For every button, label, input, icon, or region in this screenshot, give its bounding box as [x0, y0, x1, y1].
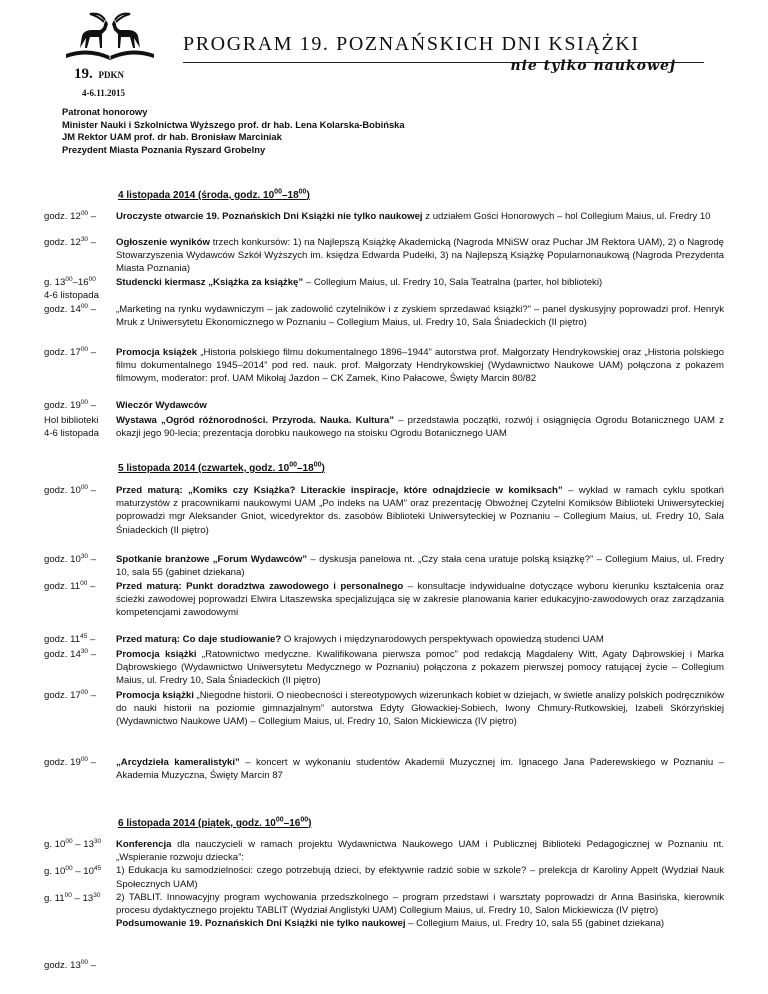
time-part: 30	[93, 837, 102, 845]
event-paragraph	[116, 917, 724, 930]
day-heading-part: )	[308, 818, 312, 829]
event-time-line: 4-6 listopada	[44, 290, 99, 302]
event-time-line	[44, 303, 116, 316]
event-description	[116, 689, 724, 729]
event-time	[44, 346, 116, 386]
event-row	[44, 346, 724, 386]
event-time	[44, 303, 116, 329]
time-sup: 30	[80, 647, 89, 655]
event-description	[116, 210, 724, 223]
time-text: godz. 10	[44, 554, 81, 565]
event-row	[44, 303, 724, 329]
time-dash: –	[87, 634, 96, 645]
time-dash: –	[88, 757, 97, 768]
time-text: godz. 19	[44, 757, 81, 768]
time-sup: 00	[80, 579, 88, 587]
time-dash: –	[87, 581, 96, 592]
event-description	[116, 414, 724, 440]
time-part: 00	[64, 891, 72, 899]
time-dash: –	[88, 304, 97, 315]
event-time-line	[44, 959, 96, 972]
event-title: Wystawa „Ogród różnorodności. Przyroda. Nauka. Kultura”	[116, 415, 395, 426]
event-title: Konferencja	[116, 839, 172, 850]
day-heading-part: )	[321, 463, 325, 474]
patronage-line: Prezydent Miasta Poznania Ryszard Grobelny	[62, 143, 266, 155]
event-time-line	[44, 633, 116, 646]
day-heading-part: –18	[296, 463, 314, 474]
event-time-line	[44, 892, 100, 905]
time-dash: –	[88, 211, 97, 222]
event-text: – koncert w wykonaniu studentów Akademii Muzycznej im. Ignacego Jana Paderewskiego w Poznaniu – Akademia Muzyczna, Święty Marcin 87	[116, 757, 724, 782]
event-time-line	[44, 346, 116, 359]
time-part: g. 11	[44, 893, 65, 904]
time-part: g. 10	[44, 866, 66, 877]
patronage-line: Minister Nauki i Szkolnictwa Wyższego prof. dr hab. Lena Kolarska-Bobińska	[62, 118, 405, 130]
day-heading	[118, 818, 311, 829]
event-text: 1) Edukacja ku samodzielności: czego potrzebują dzieci, by efektywnie radzić sobie w szkole? – prelekcja dr Karoliny Appelt (Wydział Nauk Społecznych UAM)	[116, 865, 724, 890]
time-dash: –	[88, 485, 97, 496]
event-description	[116, 303, 724, 329]
event-time-line: 4-6 listopada	[44, 428, 99, 440]
event-description	[116, 633, 724, 646]
event-time	[44, 648, 116, 688]
day-heading-part: 00	[274, 188, 282, 196]
event-text: – wykład w ramach cyklu spotkań maturzystów z pracownikami naukowymi UAM „Po indeks na UAM” oraz prezentację Obwoźnej Czytelni Komiksów Biblioteki Uniwersyteckiej poprowadzi mgr Aleksander Gniot, wicedyrektor ds. zasobów Biblioteki Uniwersyteckiej w Poznaniu – Collegium Maius, ul. Fredry 10, Sala Śniadeckich (II piętro)	[116, 485, 725, 536]
event-text: 2) TABLIT. Innowacyjny program wychowania przedszkolnego – program przedstawi i warsztaty poprowadzi dr Anna Basińska, kierownik procesu dydaktycznego projektu TABLIT (Wydział Anglistyki UAM) Collegium Maius, ul. Fredry 10, Salon Mickiewicza (IV piętro)	[116, 891, 724, 917]
event-text: trzech konkursów: 1) na Najlepszą Książkę Akademicką (Nagroda MNiSW oraz Puchar JM Rektora UAM), 2) o Nagrodę Stowarzyszenia Wydawców Szkół Wyższych im. księdza Edwarda Pudełki, 3) na Najlepszą Książkę Popularnonaukową (Nagroda Prezydenta Miasta Poznania)	[116, 237, 724, 275]
event-title: Podsumowanie 19. Poznańskich Dni Książki nie tylko naukowej	[116, 918, 406, 930]
event-row	[44, 648, 724, 688]
time-part: – 10	[72, 866, 94, 877]
time-sup: 00	[80, 398, 89, 406]
time-text: g. 13	[44, 277, 66, 288]
time-dash: –	[88, 347, 97, 358]
time-text: godz. 17	[44, 690, 81, 701]
logo-dates: 4-6.11.2015	[82, 88, 126, 98]
event-row	[44, 689, 724, 729]
pdkn-logo	[60, 10, 170, 98]
day-heading	[118, 463, 325, 474]
event-text: „Marketing na rynku wydawniczym – jak zadowolić czytelników i z zyskiem sprzedawać książki?” – panel dyskusyjny poprowadzi prof. Henryk Mruk z Uniwersytetu Ekonomicznego w Poznaniu – Collegium Maius, ul. Fredry 10, Sala Śniadeckich (II piętro)	[116, 304, 724, 329]
time-text: godz. 12	[44, 237, 81, 248]
deer-book-icon	[60, 10, 160, 62]
day-heading-part: )	[306, 190, 310, 201]
time-text: godz. 14	[44, 304, 81, 315]
event-row	[44, 210, 724, 223]
event-time-line	[44, 236, 116, 249]
time-text: godz. 17	[44, 347, 81, 358]
event-time	[44, 689, 116, 729]
event-text: „Ratownictwo medyczne. Kwalifikowana pierwsza pomoc” pod redakcją Magdaleny Witt, Agaty Dąbrowskiej i Marka Dąbrowskiego (Wydawnictwo Uniwersytetu Medycznego w Poznaniu) połączona z pokazem pierwszej pomocy ratującej życie – Collegium Maius, ul. Fredry 10, Sala Śniadeckich (II piętro)	[116, 649, 724, 687]
event-title: Promocja książki	[116, 649, 197, 660]
event-description	[116, 399, 724, 412]
event-time-line	[44, 484, 116, 497]
time-text: godz. 14	[44, 649, 81, 660]
time-sup: 00	[80, 755, 89, 763]
day-heading-part: 00	[300, 816, 309, 824]
time-sup: 00	[80, 345, 89, 353]
time-sup: 00	[80, 302, 89, 310]
event-text: dla nauczycieli w ramach projektu Wydawnictwa Naukowego UAM i Publicznej Biblioteki Pedagogicznej w Poznaniu nt. „Wspieranie rozwoju dziecka”:	[116, 839, 724, 864]
event-title: Przed maturą: „Komiks czy Książka? Literackie inspiracje, które odnajdziecie w komiksach”	[116, 485, 563, 496]
time-sup: 00	[88, 275, 96, 283]
day-heading	[118, 190, 310, 201]
event-description	[116, 276, 724, 302]
event-time-line	[44, 756, 116, 769]
event-row	[44, 399, 724, 412]
time-part: 00	[65, 837, 73, 845]
time-part: 45	[93, 864, 102, 872]
patronage-line: JM Rektor UAM prof. dr hab. Bronisław Marciniak	[62, 131, 282, 143]
event-title: Wieczór Wydawców	[116, 400, 207, 411]
event-time	[44, 399, 116, 412]
time-text: godz. 11	[44, 581, 81, 592]
honorary-patronage	[62, 106, 405, 156]
time-part: –	[88, 960, 97, 971]
time-part: 00	[80, 958, 89, 966]
event-text: „Niegodne historii. O nieobecności i stereotypowych wizerunkach kobiet w dziejach, w świetle analizy polskich podręczników do nauki historii na poziomie gimnazjalnym” autorstwa Edyty Głowackiej-Sobiech, Iwony Chmury-Rutkowskiej, Izabeli Skórzyńskiej (Wydawnictwo Naukowe UAM) – Collegium Maius, ul. Fredry 10, Salon Mickiewicza (IV piętro)	[116, 690, 725, 728]
time-sup: 00	[65, 275, 73, 283]
event-text: – dyskusja panelowa nt. „Czy stała cena uratuje polską książkę?” – Collegium Maius, ul. Fredry 10, sala 55 (gabinet dziekana)	[116, 554, 724, 579]
event-time-line	[44, 865, 101, 878]
event-row	[44, 414, 724, 440]
day-heading-part: 00	[289, 461, 297, 469]
event-description	[116, 553, 724, 579]
time-dash: –	[88, 649, 97, 660]
event-text: – przedstawia początki, rozwój i osiągnięcia Ogrodu Botanicznego UAM z okazji jego 90-lecia; prezentacja dorobku naukowego na stoisku Ogrodu Botanicznego UAM	[116, 415, 724, 440]
event-title: Promocja książki	[116, 690, 194, 701]
time-part: godz. 13	[44, 960, 81, 971]
event-title: Studencki kiermasz „Książka za książkę”	[116, 277, 304, 288]
event-description	[116, 484, 724, 537]
event-description	[116, 648, 724, 688]
time-sup: 30	[80, 552, 89, 560]
event-time-line	[44, 399, 116, 412]
event-text: O krajowych i międzynarodowych perspektywach opowiedzą studenci UAM	[281, 634, 604, 645]
event-paragraph	[116, 891, 724, 917]
page-subtitle: nie tylko naukowej	[510, 58, 676, 74]
event-paragraph	[116, 864, 724, 890]
patronage-line: Patronat honorowy	[62, 106, 148, 117]
event-description	[116, 580, 724, 620]
event-time	[44, 756, 116, 782]
time-sup: 30	[80, 235, 89, 243]
time-text: godz. 12	[44, 211, 81, 222]
logo-edition: 19. PDKN	[74, 66, 124, 82]
day-heading-part: 5 listopada 2014 (czwartek, godz. 10	[118, 463, 290, 474]
time-dash: –	[88, 400, 97, 411]
event-row	[44, 756, 724, 782]
event-paragraph	[116, 838, 724, 864]
event-time	[44, 276, 116, 302]
event-description	[116, 236, 724, 276]
time-dash: –	[88, 690, 97, 701]
event-time-line	[44, 580, 116, 593]
event-time-line	[44, 689, 116, 702]
event-time	[44, 236, 116, 276]
event-text: – Collegium Maius, ul. Fredry 10, Sala Teatralna (parter, hol biblioteki)	[303, 277, 603, 288]
event-row	[44, 236, 724, 276]
time-sup: 45	[80, 632, 88, 640]
event-text: „Historia polskiego filmu dokumentalnego 1896–1944” autorstwa prof. Małgorzaty Hendrykowskiej oraz „Historia polskiego filmu dokumentalnego 1945–2014” pod red. nauk. prof. Małgorzaty Hendrykowskiej (Wydawnictwo Naukowe UAM) połączona z pokazem filmowym, moderator: prof. UAM Mikołaj Jazdon – CK Zamek, Kino Pałacowe, Święty Marcin 80/82	[116, 347, 725, 385]
event-text: – konsultacje indywidualne dotyczące wyboru kierunku kształcenia oraz ścieżki zawodowej poprowadzi Elwira Litaszewska specjalizująca się w zakresie planowania karier edukacyjno-zawodowych oraz zarządzania kompetencjami zawodowymi	[116, 581, 724, 619]
event-time	[44, 210, 116, 223]
time-text: godz. 10	[44, 485, 81, 496]
event-title: Ogłoszenie wyników	[116, 237, 210, 248]
event-row	[44, 484, 724, 537]
event-time-line	[44, 276, 116, 289]
event-title: „Arcydzieła kameralistyki”	[116, 757, 240, 768]
day-heading-part: –18	[281, 190, 299, 201]
event-time-line	[44, 210, 116, 223]
event-time-line	[44, 553, 116, 566]
event-row	[44, 553, 724, 579]
event-time-line	[44, 414, 116, 427]
event-text: – Collegium Maius, ul. Fredry 10, sala 55 (gabinet dziekana)	[405, 918, 665, 930]
event-row	[44, 633, 724, 646]
event-title: Przed maturą: Punkt doradztwa zawodowego i personalnego	[116, 581, 404, 592]
time-part: g. 10	[44, 839, 66, 850]
time-part: 00	[65, 864, 73, 872]
time-text: godz. 11	[44, 634, 81, 645]
event-description	[116, 838, 724, 930]
time-sup: 00	[80, 483, 89, 491]
event-row	[44, 837, 724, 971]
event-row	[44, 580, 724, 620]
event-title: Przed maturą: Co daje studiowanie?	[116, 634, 282, 645]
day-heading-part: 6 listopada 2014 (piątek, godz. 10	[118, 818, 276, 829]
event-title: Promocja książek	[116, 347, 198, 358]
page-title: PROGRAM 19. POZNAŃSKICH DNI KSIĄŻKI	[183, 33, 640, 55]
time-text: Hol biblioteki	[44, 415, 99, 426]
event-time-line	[44, 838, 101, 851]
event-time	[44, 553, 116, 579]
time-part: – 13	[72, 839, 94, 850]
event-title: Uroczyste otwarcie 19. Poznańskich Dni Książki nie tylko naukowej	[116, 211, 423, 222]
event-time	[44, 414, 116, 440]
event-text: z udziałem Gości Honorowych – hol Collegium Maius, ul. Fredry 10	[422, 211, 711, 222]
event-row	[44, 276, 724, 302]
event-time	[44, 837, 116, 971]
event-time	[44, 580, 116, 620]
time-dash: –	[88, 554, 97, 565]
time-sup: 00	[80, 209, 89, 217]
event-description	[116, 346, 724, 386]
time-part: – 13	[71, 893, 94, 904]
event-time	[44, 633, 116, 646]
event-title: Spotkanie branżowe „Forum Wydawców”	[116, 554, 308, 565]
time-text: godz. 19	[44, 400, 81, 411]
event-description	[116, 756, 724, 782]
time-part: 30	[93, 891, 101, 899]
day-heading-part: 00	[298, 188, 307, 196]
event-time	[44, 484, 116, 537]
day-heading-part: 4 listopada 2014 (środa, godz. 10	[118, 190, 275, 201]
day-heading-part: –16	[283, 818, 301, 829]
time-sup: 00	[80, 688, 89, 696]
event-time-line	[44, 648, 116, 661]
time-dash: –	[88, 237, 97, 248]
day-heading-part: 00	[275, 816, 284, 824]
day-heading-part: 00	[313, 461, 322, 469]
time-dash: –16	[72, 277, 89, 288]
